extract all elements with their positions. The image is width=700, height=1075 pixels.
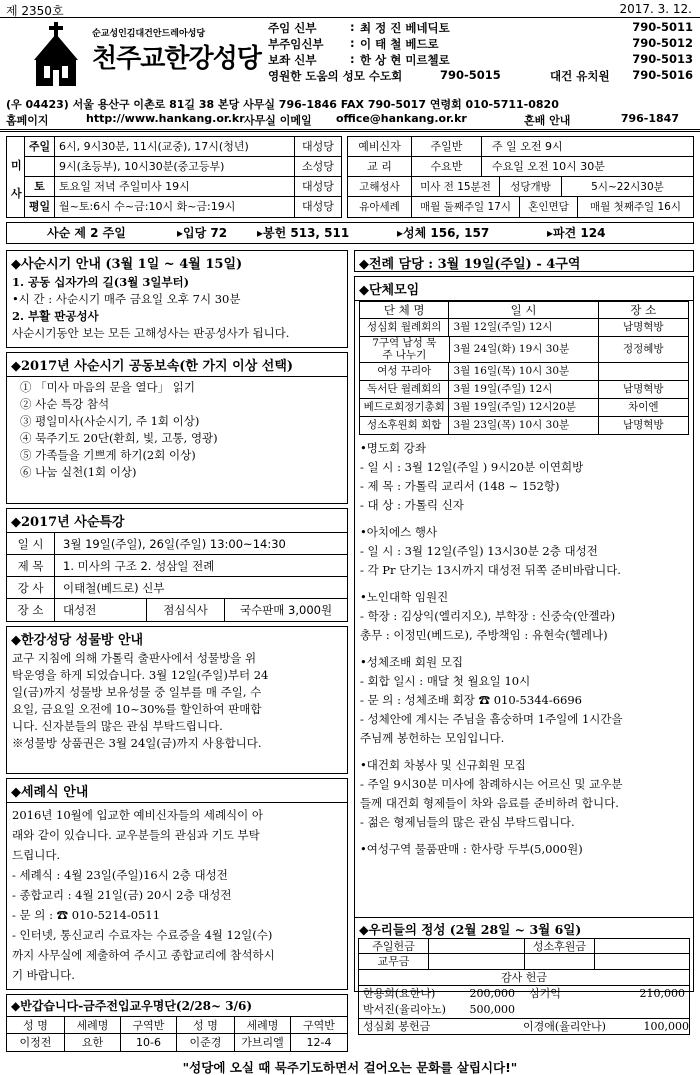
email-link[interactable]: office@hankang.or.kr bbox=[336, 112, 467, 125]
notice-title: •노인대학 임원진 bbox=[360, 590, 449, 604]
right-notices: ◆단체모임 단 체 명 일 시 장 소 성심회 월례회의 3월 12일(주일) 12시 남명혁방 7구역 남성 묵주 나누기 3월 24일(화) 19시 30분 정정혜방 여성 꾸리아 3월 16일(목) 10시 30분 독서단 월례회의 3월 19일(주일) 12시 남명혁방 베드로회정기총회 3월 19일(주일) 12시20분 차이엔 성소후원회 회합 3월 23일(목) 10시 30분 남명혁방 •명도회 강좌 - 일 시 : 3월 12일(주일 ) 9시20분 이연희방 - 제 목 : 가톨릭 교리서 (148 ~ 152항) - 대 상 : 가톨릭 신자 •아치에스 행사 - 일 시 : 3월 12일(주일) 13시30분 2층 대성전 - 각 Pr 단기는 13시까지 대성전 뒤쪽 준비바랍니다. •노인대학 임원진 - 학장 : 김상익(엘리지오), 부학장 : 신중숙(안젤라) 총무 : 이정민(베드로), 주방책임 : 유현숙(헬레나) •성체조배 회원 모집 - 회합 일시 : 매달 첫 월요일 10시 - 문 의 : 성체조배 회장 ☎ 010-5344-6696 - 성체안에 계시는 주님을 흠숭하며 1주일에 1시간을 주님께 봉헌하는 모임입니다. •대건회 차봉사 및 신규회원 모집 - 주일 9시30분 미사에 참례하시는 어르신 및 교우분 들께 대건회 형제들이 차와 음료를 준비하려 합니다. - 젊은 형제님들의 많은 관심 부탁드립니다. •여성구역 물품판매 : 한사랑 두부(5,000원) ◆우리들의 정성 (2월 28일 ~ 3월 6일) bbox=[354, 276, 694, 992]
issue-date: 2017. 3. 12. bbox=[619, 2, 692, 16]
issue-number: 제 2350호 bbox=[6, 4, 64, 18]
offering-table: 주일헌금 성소후원금 교무금 감사 헌금 한용희(요한나) 200,000 심기억 210,000 박서진(율리아노) 500,000 성심회 봉헌금 이경애(율리안나) 100,000 bbox=[358, 938, 690, 1035]
mass-schedule: 미 사 주일 6시, 9시30분, 11시(교중), 17시(청년) 대성당 9시(초등부), 10시30분(중고등부) 소성당 토 토요일 저녁 주일미사 19시 대성당 평일 월~토:6시 수~금:10시 화~금:19시 대성당 bbox=[6, 136, 342, 218]
notice-title: •성체조배 회원 모집 bbox=[360, 655, 463, 669]
lent-devotion: ◆2017년 사순시기 공동보속(한 가지 이상 선택) ① 「미사 마음의 문을 열다」 읽기 ② 사순 특강 참석 ③ 평일미사(사순시기, 주 1회 이상) ④ 묵주기도 20단(환희, 빛, 고통, 영광) ⑤ 가족들을 기쁘게 하기(2회 이상) ⑥ 나눔 실천(1회 이상) bbox=[6, 352, 348, 504]
newcomers-list: ◆반갑습니다-금주전입교우명단(2/28~ 3/6) 성 명 세례명 구역반 성 명 세례명 구역반 이정전 요한 10-6 이준경 가브리엘 12-4 bbox=[6, 994, 348, 1052]
offering-section: ◆우리들의 정성 (2월 28일 ~ 3월 6일) bbox=[355, 917, 693, 940]
baptism-info: ◆세례식 안내 2016년 10월에 입교한 예비신자들의 세례식이 아 래와 같이 있습니다. 교우분들의 관심과 기도 부탁 드립니다. - 세례식 : 4월 23일(주일)16시 2층 대성전 - 종합교리 : 4월 21일(금) 20시 2층 대성전 - 문 의 : ☎ 010-5214-0511 - 인터넷, 통신교리 수료자는 수료증을 4월 12일(수) 까지 사무실에 제출하여 주시고 종합교리에 참석하시 기 바랍니다. bbox=[6, 778, 348, 990]
catechism-schedule: 예비신자 주일반 주 일 오전 9시 교 리 수요반 수요일 오전 10시 30분 고해성사 미사 전 15분전 성당개방 5시~22시30분 유아세례 매월 둘째주일 17시 혼인면담 매월 첫째주일 16시 bbox=[347, 136, 694, 218]
church-logo-icon bbox=[30, 22, 82, 86]
group-meetings-table: 단 체 명 일 시 장 소 성심회 월례회의 3월 12일(주일) 12시 남명혁방 7구역 남성 묵주 나누기 3월 24일(화) 19시 30분 정정혜방 여성 꾸리아 3월 16일(목) 10시 30분 독서단 월례회의 3월 19일(주일) 12시 남명혁방 베드로회정기총회 3월 19일(주일) 12시20분 차이엔 성소후원회 회합 3월 23일(목) 10시 30분 남명혁방 bbox=[359, 301, 689, 435]
notice-title: •명도회 강좌 bbox=[360, 441, 426, 455]
liturgy-duty: ◆전례 담당 : 3월 19일(주일) - 4구역 bbox=[354, 250, 694, 272]
lent-lecture: ◆2017년 사순특강 일 시 3월 19일(주일), 26일(주일) 13:00~14:30 제 목 1. 미사의 구조 2. 성삼일 전례 강 사 이태철(베드로) 신부 장 소 대성전 점심식사 국수판매 3,000원 bbox=[6, 508, 348, 622]
church-subtitle: 순교성인김대건안드레아성당 bbox=[92, 29, 206, 39]
notice-title: •대건회 차봉사 및 신규회원 모집 bbox=[360, 758, 526, 772]
website-link[interactable]: http://www.hankang.or.kr bbox=[86, 112, 245, 125]
lent-info: ◆사순시기 안내 (3월 1일 ~ 4월 15일) 1. 공동 십자가의 길(3월 3일부터) •시 간 : 사순시기 매주 금요일 오후 7시 30분 2. 부활 판공성사 사순시기동안 보는 모든 고해성사는 판공성사가 됩니다. bbox=[6, 250, 348, 348]
footer-slogan: "성당에 오실 때 묵주기도하면서 걸어오는 문화를 살립시다!" bbox=[182, 1060, 518, 1075]
goods-shop-info: ◆한강성당 성물방 안내 교구 지침에 의해 가톨릭 출판사에서 성물방을 위 탁운영을 하게 되었습니다. 3월 12일(주일)부터 24 일(금)까지 성물방 보유성물 중 일부를 매 주일, 수 요일, 금요일 오전에 10~30%를 할인하여 판매합 니다. 신자분들의 많은 관심 부탁드립니다. ※성물방 상품권은 3월 24일(금)까지 사용합니다. bbox=[6, 626, 348, 774]
church-name: 천주교한강성당 bbox=[92, 44, 261, 74]
notice-list: •명도회 강좌 - 일 시 : 3월 12일(주일 ) 9시20분 이연희방 - 제 목 : 가톨릭 교리서 (148 ~ 152항) - 대 상 : 가톨릭 신자 •아치에스 행사 - 일 시 : 3월 12일(주일) 13시30분 2층 대성전 - 각 Pr 단기는 13시까지 대성전 뒤쪽 준비바랍니다. •노인대학 임원진 - 학장 : 김상익(엘리지오), 부학장 : 신중숙(안젤라) 총무 : 이정민(베드로), 주방책임 : 유현숙(헬레나) •성체조배 회원 모집 - 회합 일시 : 매달 첫 월요일 10시 - 문 의 : 성체조배 회장 ☎ 010-5344-6696 - 성체안에 계시는 주님을 흠숭하며 1주일에 1시간을 주님께 봉헌하는 모임입니다. •대건회 차봉사 및 신규회원 모집 - 주일 9시30분 미사에 참례하시는 어르신 및 교우분 들께 대건회 형제들이 차와 음료를 준비하려 합니다. - 젊은 형제님들의 많은 관심 부탁드립니다. •여성구역 물품판매 : 한사랑 두부(5,000원) bbox=[355, 435, 693, 861]
notice-title: •아치에스 행사 bbox=[360, 525, 438, 539]
notice-title: •여성구역 물품판매 : 한사랑 두부(5,000원) bbox=[360, 842, 583, 856]
attendance-stats: 사순 제 2 주일 ▸입당 72 ▸봉헌 513, 511 ▸성체 156, 157 ▸파견 124 bbox=[6, 222, 694, 244]
web-line: 홈페이지 http://www.hankang.or.kr 사무실 이메일 office@hankang.or.kr 혼배 안내 796-1847 bbox=[6, 112, 679, 127]
staff-list: 주임 신부 : 최 정 진 베네딕토 790-5011 부주임신부 : 이 태 철 베드로 790-5012 보좌 신부 : 한 상 현 미르첼로 790-5013 영원한 도움의 성모 수도회 790-5015 대건 유치원 790-5016 bbox=[268, 20, 693, 83]
address-line: (우 04423) 서울 용산구 이촌로 81길 38 본당 사무실 796-1846 FAX 790-5017 연령회 010-5711-0820 bbox=[6, 98, 559, 111]
